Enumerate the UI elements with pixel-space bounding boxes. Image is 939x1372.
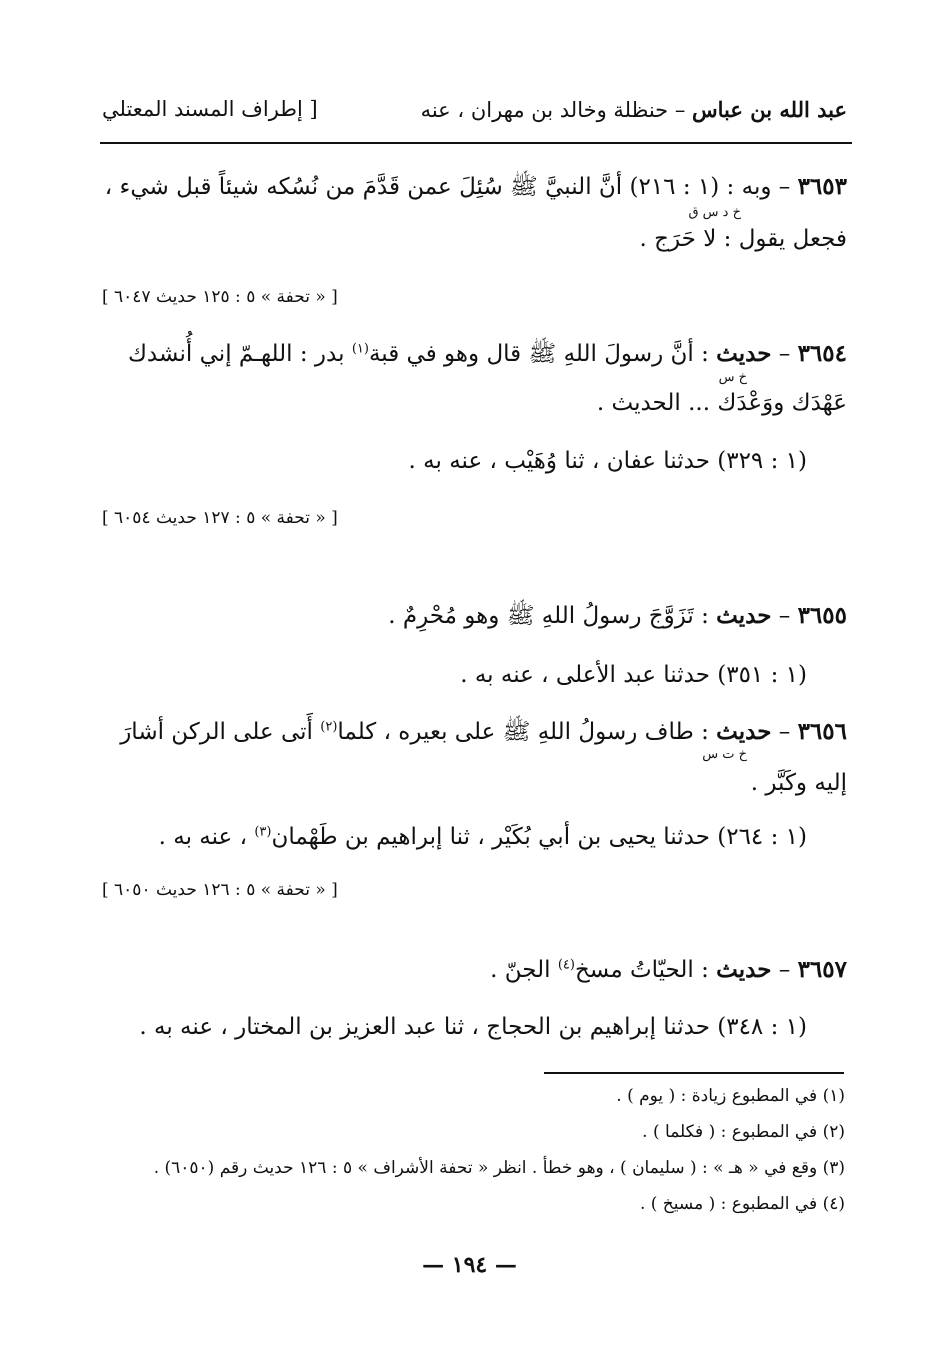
footnote-3: (٣) وقع في « هـ » : ( سليمان ) ، وهو خطأ . انظر « تحفة الأشراف » ٥ : ١٢٦ حديث رقم (٦٠٥٠) . — [153, 1158, 845, 1178]
hadith-3656-tuhfa-ref: [ « تحفة » ٥ : ١٢٦ حديث ٦٠٥٠ ] — [102, 880, 338, 900]
hadith-number: ٣٦٥٥ — [797, 602, 847, 629]
hadith-number: ٣٦٥٤ — [797, 340, 847, 367]
hadith-text: : تَزَوَّجَ رسولُ اللهِ ﷺ وهو مُحْرِمٌ . — [388, 603, 717, 629]
hadith-number: ٣٦٥٣ — [797, 173, 847, 200]
isnad-text: ، عنه به . — [158, 824, 255, 850]
footnote-marker: (٢) — [320, 719, 338, 735]
isnad-text: (١ : ٢٦٤) حدثنا يحيى بن أبي بُكَيْر ، ثنا إبراهيم بن طَهْمان — [271, 824, 807, 850]
footnote-2: (٢) في المطبوع : ( فكلما ) . — [642, 1122, 845, 1142]
hadith-3657-isnad: (١ : ٣٤٨) حدثنا إبراهيم بن الحجاج ، ثنا عبد العزيز بن المختار ، عنه به . — [139, 1014, 807, 1040]
hadith-3653-line-1 — [105, 175, 847, 199]
hadith-keyword: حديث — [716, 956, 772, 983]
hadith-3655-isnad: (١ : ٣٥١) حدثنا عبد الأعلى ، عنه به . — [460, 662, 807, 688]
hadith-3654-tuhfa-ref: [ « تحفة » ٥ : ١٢٧ حديث ٦٠٥٤ ] — [102, 508, 338, 528]
hadith-text: : أنَّ رسولَ اللهِ ﷺ قال وهو في قبة — [368, 341, 717, 367]
page-number: — ١٩٤ — — [422, 1252, 517, 1278]
hadith-text: الجنّ . — [490, 957, 558, 983]
hadith-number: ٣٦٥٦ — [797, 718, 847, 745]
running-header-left: [ إطراف المسند المعتلي — [102, 97, 318, 121]
footnote-rule — [544, 1072, 844, 1074]
hadith-3654-sigla: خ س — [718, 370, 747, 385]
footnote-1: (١) في المطبوع زيادة : ( يوم ) . — [616, 1086, 845, 1106]
hadith-3653-line-2: فجعل يقول : لا حَرَج . — [639, 226, 847, 252]
hadith-text: : الحيّاتُ مسخ — [574, 957, 717, 983]
hadith-3653-sigla: خ د س ق — [688, 205, 741, 220]
header-narrators: – حنظلة وخالد بن مهران ، عنه — [420, 98, 692, 122]
hadith-text: بدر : اللهـمّ إني أُنشدك — [127, 341, 352, 367]
hadith-3655-line-1 — [388, 604, 847, 628]
footnote-marker: (٤) — [557, 957, 575, 973]
footnote-4: (٤) في المطبوع : ( مسيخ ) . — [639, 1194, 845, 1214]
dash: – — [771, 603, 798, 629]
hadith-3657-line-1 — [490, 958, 847, 982]
hadith-keyword: حديث — [716, 340, 772, 367]
footnote-marker: (١) — [351, 341, 369, 357]
hadith-number: ٣٦٥٧ — [797, 956, 847, 983]
hadith-3656-isnad — [159, 826, 807, 849]
hadith-3654-line-2: عَهْدَك ووَعْدَك ... الحديث . — [596, 390, 847, 416]
header-companion-name: عبد الله بن عباس — [692, 97, 847, 122]
dash: – — [771, 957, 798, 983]
hadith-3656-line-1 — [120, 720, 847, 744]
hadith-3656-line-2: إليه وكَبَّر . — [750, 770, 847, 796]
dash: – — [771, 719, 798, 745]
hadith-keyword: حديث — [716, 602, 772, 629]
hadith-3654-line-1 — [128, 342, 847, 366]
hadith-3653-tuhfa-ref: [ « تحفة » ٥ : ١٢٥ حديث ٦٠٤٧ ] — [102, 287, 338, 307]
hadith-text: أَتى على الركن أشارَ — [120, 719, 321, 745]
hadith-text: – وبه : (١ : ٢١٦) أنَّ النبيَّ ﷺ سُئِلَ عمن قَدَّمَ من نُسُكه شيئاً قبل شيء ، — [104, 174, 798, 200]
hadith-keyword: حديث — [716, 718, 772, 745]
hadith-text: : طاف رسولُ اللهِ ﷺ على بعيره ، كلما — [337, 719, 717, 745]
hadith-3654-isnad: (١ : ٣٢٩) حدثنا عفان ، ثنا وُهَيْب ، عنه به . — [408, 448, 807, 474]
dash: – — [771, 341, 798, 367]
hadith-3656-sigla: خ ت س — [702, 747, 747, 762]
running-header-right — [421, 97, 847, 122]
header-rule — [100, 142, 852, 144]
footnote-marker: (٣) — [254, 824, 272, 840]
